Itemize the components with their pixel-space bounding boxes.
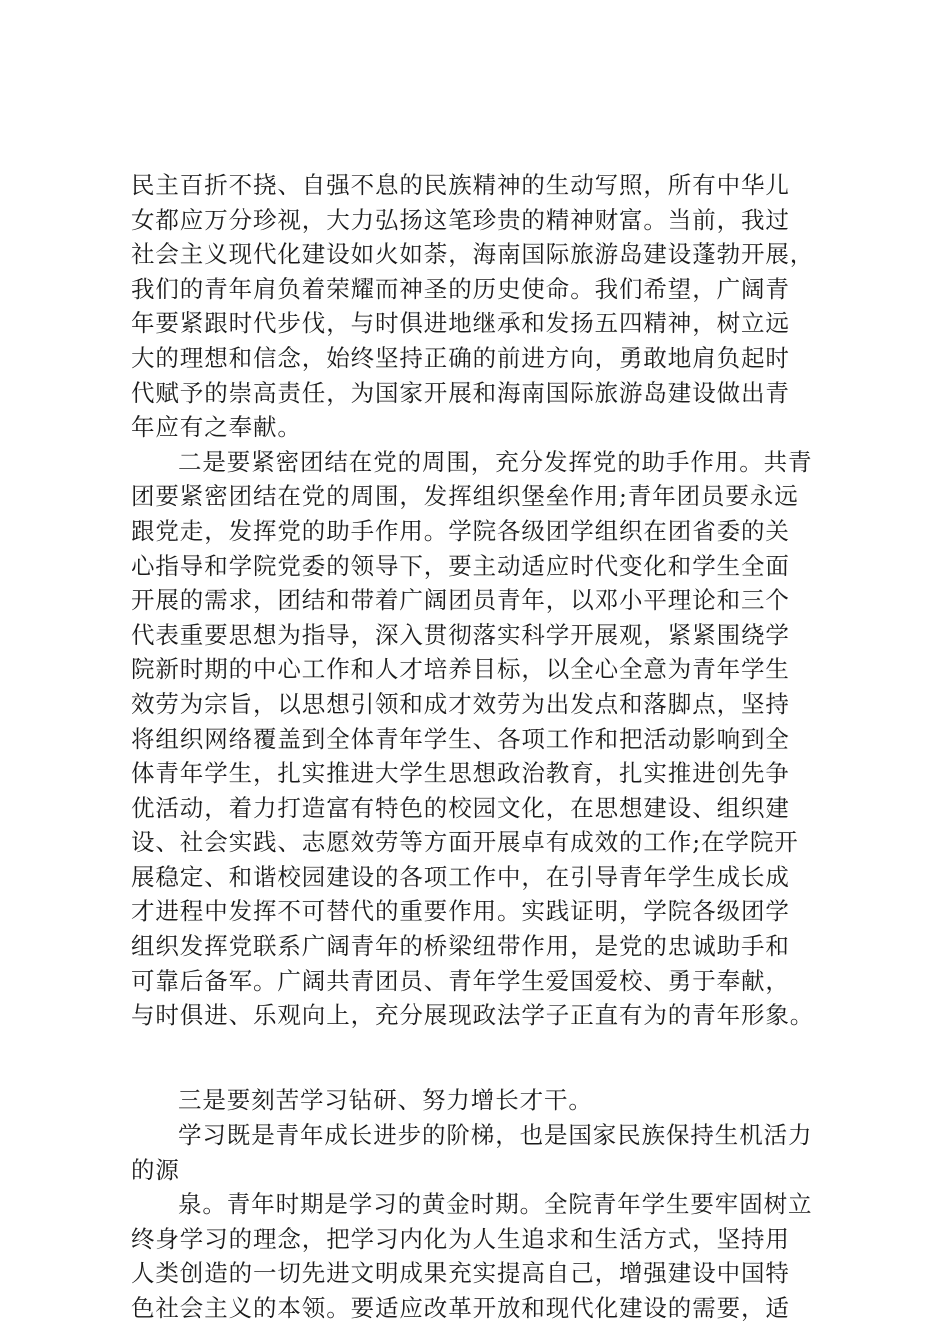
body-line: 将组织网络覆盖到全体青年学生、各项工作和把活动影响到全: [131, 724, 790, 753]
body-line: 代表重要思想为指导，深入贯彻落实科学开展观，紧紧围绕学: [131, 620, 790, 649]
body-line: 人类创造的一切先进文明成果充实提高自己，增强建设中国特: [131, 1259, 790, 1288]
body-line: 心指导和学院党委的领导下，要主动适应时代变化和学生全面: [131, 551, 790, 580]
body-line: 色社会主义的本领。要适应改革开放和现代化建设的需要，适: [131, 1294, 790, 1322]
body-line: 才进程中发挥不可替代的重要作用。实践证明，学院各级团学: [131, 897, 790, 926]
body-line: 民主百折不挠、自强不息的民族精神的生动写照，所有中华儿: [131, 171, 790, 199]
body-line: 代赋予的崇高责任，为国家开展和海南国际旅游岛建设做出青: [131, 378, 790, 407]
paragraph-start-line: 学习既是青年成长进步的阶梯，也是国家民族保持生机活力: [178, 1121, 813, 1150]
blank-line: [131, 1033, 851, 1068]
paragraph-start-line: 泉。青年时期是学习的黄金时期。全院青年学生要牢固树立: [178, 1190, 813, 1219]
body-line: 社会主义现代化建设如火如荼，海南国际旅游岛建设蓬勃开展，: [131, 240, 815, 269]
spacer: [131, 1067, 851, 1083]
body-line: 的源: [131, 1155, 180, 1184]
body-line: 开展的需求，团结和带着广阔团员青年，以邓小平理论和三个: [131, 586, 790, 615]
body-line: 团要紧密团结在党的周围，发挥组织堡垒作用;青年团员要永远: [131, 482, 799, 511]
body-line: 跟党走，发挥党的助手作用。学院各级团学组织在团省委的关: [131, 516, 790, 545]
body-line: 终身学习的理念，把学习内化为人生追求和生活方式，坚持用: [131, 1224, 790, 1253]
body-line: 女都应万分珍视，大力弘扬这笔珍贵的精神财富。当前，我过: [131, 205, 790, 234]
body-line: 优活动，着力打造富有特色的校园文化，在思想建设、组织建: [131, 793, 790, 822]
body-line: 展稳定、和谐校园建设的各项工作中，在引导青年学生成长成: [131, 862, 790, 891]
body-line: 年应有之奉献。: [131, 413, 302, 442]
body-line: 效劳为宗旨，以思想引领和成才效劳为出发点和落脚点，坚持: [131, 689, 790, 718]
body-line: 与时俱进、乐观向上，充分展现政法学子正直有为的青年形象。: [131, 1001, 815, 1030]
body-line: 设、社会实践、志愿效劳等方面开展卓有成效的工作;在学院开: [131, 828, 799, 857]
body-line: 年要紧跟时代步伐，与时俱进地继承和发扬五四精神，树立远: [131, 309, 790, 338]
section-heading: 三是要刻苦学习钻研、努力增长才干。: [178, 1086, 593, 1115]
body-line: 院新时期的中心工作和人才培养目标，以全心全意为青年学生: [131, 655, 790, 684]
body-line: 大的理想和信念，始终坚持正确的前进方向，勇敢地肩负起时: [131, 343, 790, 372]
body-line: 体青年学生，扎实推进大学生思想政治教育，扎实推进创先争: [131, 759, 790, 788]
document-body: [131, 168, 851, 1326]
body-line: 我们的青年肩负着荣耀而神圣的历史使命。我们希望，广阔青: [131, 274, 790, 303]
paragraph-start-line: 二是要紧密团结在党的周围，充分发挥党的助手作用。共青: [178, 447, 813, 476]
body-line: 组织发挥党联系广阔青年的桥梁纽带作用，是党的忠诚助手和: [131, 932, 790, 961]
body-line: 可靠后备军。广阔共青团员、青年学生爱国爱校、勇于奉献，: [131, 966, 790, 995]
